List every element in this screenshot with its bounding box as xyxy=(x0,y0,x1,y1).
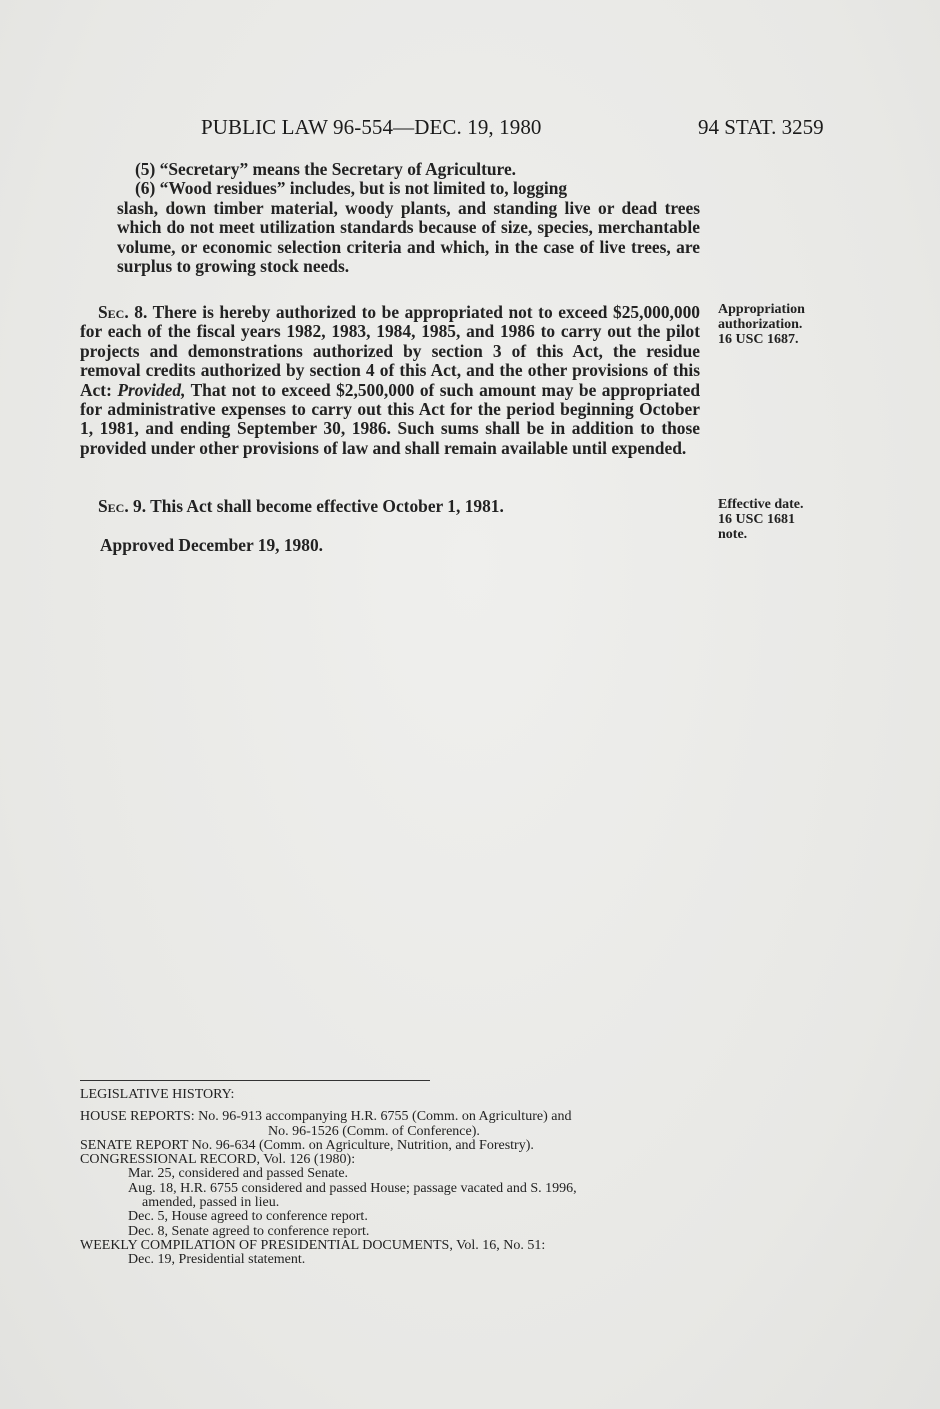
section-8-paragraph xyxy=(80,303,700,458)
section-8-label: Sec. 8. xyxy=(98,302,148,322)
definition-6-rest: slash, down timber material, woody plants, and standing live or dead trees which do not meet utilization standards because of size, species, merchantable volume, or economic selection criteria and which, in the case of live trees, are surplus to growing stock needs. xyxy=(117,197,700,277)
page-header-stat: 94 STAT. 3259 xyxy=(698,115,824,139)
definition-6-first-line: (6) “Wood residues” includes, but is not limited to, logging xyxy=(135,178,568,199)
definition-5: (5) “Secretary” means the Secretary of Agriculture. xyxy=(135,159,517,179)
history-line: Dec. 19, Presidential statement. xyxy=(128,1252,306,1268)
section-8-provided: Provided, xyxy=(117,379,186,400)
margin-note-line: Appropriation xyxy=(718,302,805,317)
definitions-block xyxy=(80,160,700,276)
section-8-text-b: That not to exceed $2,500,000 of such amount may be appropriated for administrative expenses to carry out this Act for the period beginning October 1, 1981, and ending September 30, 1986. Such sums shall be in addition to those provided under other provisions of law and shall remain available until expended. xyxy=(80,379,700,458)
margin-note-effective-date xyxy=(718,497,804,542)
margin-note-appropriation xyxy=(718,302,805,347)
margin-note-line: authorization. xyxy=(718,317,803,332)
legislative-history-title: LEGISLATIVE HISTORY: xyxy=(80,1087,235,1102)
history-line: Dec. 8, Senate agreed to conference report. xyxy=(128,1223,370,1239)
margin-note-line: note. xyxy=(718,527,748,542)
history-line: Mar. 25, considered and passed Senate. xyxy=(128,1166,349,1182)
section-9-text: This Act shall become effective October 1, 1981. xyxy=(146,496,504,516)
history-line: amended, passed in lieu. xyxy=(142,1195,280,1211)
margin-note-line: Effective date. xyxy=(718,497,804,512)
section-8 xyxy=(80,303,700,458)
history-line: No. 96-1526 (Comm. of Conference). xyxy=(268,1123,480,1139)
section-9-paragraph xyxy=(80,497,700,516)
history-line: WEEKLY COMPILATION OF PRESIDENTIAL DOCUMENTS, Vol. 16, No. 51: xyxy=(80,1237,546,1253)
section-9 xyxy=(80,497,700,516)
history-line: CONGRESSIONAL RECORD, Vol. 126 (1980): xyxy=(80,1152,356,1168)
footnote-divider xyxy=(80,1080,430,1081)
history-line: SENATE REPORT No. 96-634 (Comm. on Agriculture, Nutrition, and Forestry). xyxy=(80,1137,534,1153)
section-8-text-a: There is hereby authorized to be appropriated not to exceed $25,000,000 for each of the fiscal years 1982, 1983, 1984, 1985, and 1986 to carry out the pilot projects and demonstrations authorized by section 3 of this Act, the residue removal credits authorized by section 4 of this Act, and the other provisions of this Act: xyxy=(80,302,700,400)
approved-date: Approved December 19, 1980. xyxy=(100,535,323,555)
legislative-history xyxy=(80,1088,710,1268)
margin-note-line: 16 USC 1687. xyxy=(718,332,799,347)
page-header-title: PUBLIC LAW 96-554—DEC. 19, 1980 xyxy=(201,115,542,139)
section-9-label: Sec. 9. xyxy=(98,496,147,516)
history-line: Dec. 5, House agreed to conference report. xyxy=(128,1209,368,1225)
history-line: Aug. 18, H.R. 6755 considered and passed House; passage vacated and S. 1996, xyxy=(128,1180,577,1196)
history-line: HOUSE REPORTS: No. 96-913 accompanying H.R. 6755 (Comm. on Agriculture) and xyxy=(80,1109,572,1125)
margin-note-line: 16 USC 1681 xyxy=(718,512,796,527)
